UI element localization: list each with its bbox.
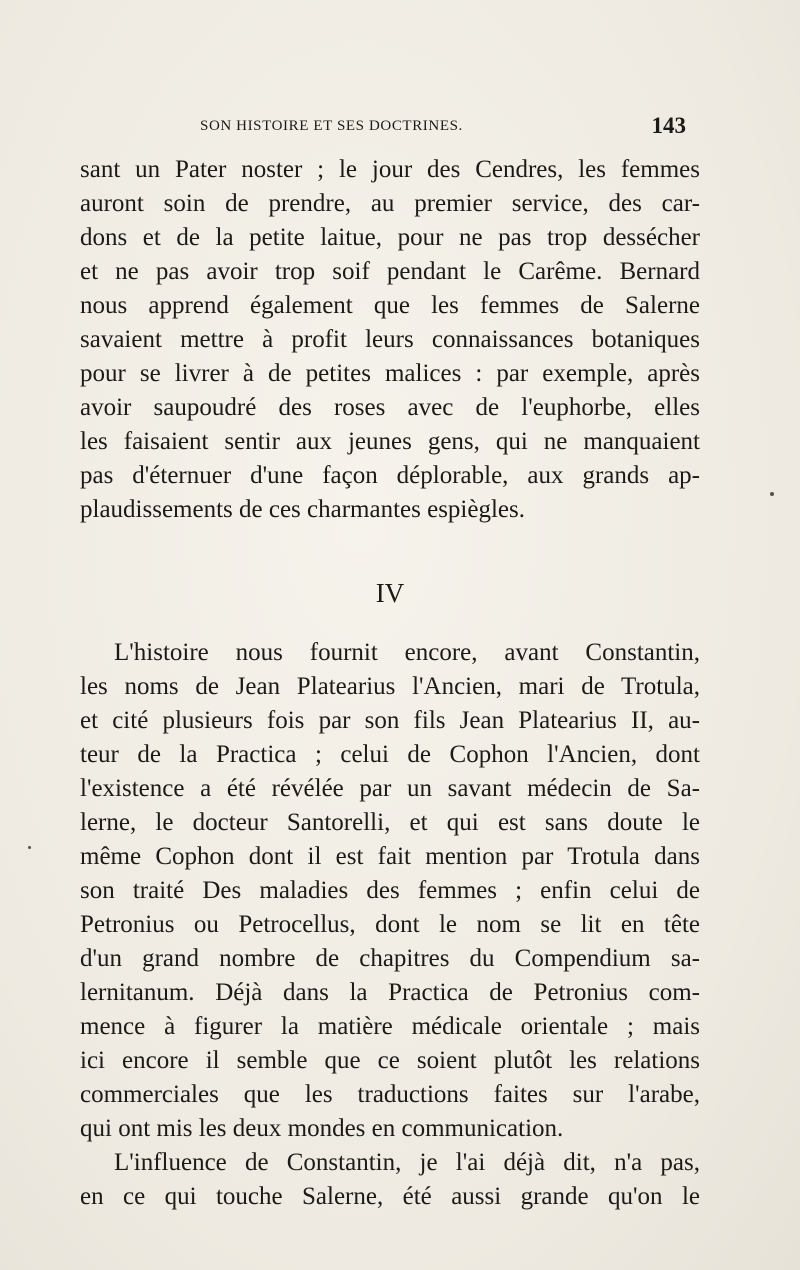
text-line: même Cophon dont il est fait mention par Trotula dans [80, 843, 700, 870]
ink-speck [28, 846, 31, 849]
text-line: et ne pas avoir trop soif pendant le Carême. Bernard [80, 258, 700, 285]
text-line: qui ont mis les deux mondes en communication. [80, 1115, 564, 1142]
text-line: auront soin de prendre, au premier service, des car- [80, 190, 700, 217]
paragraph-1 [80, 153, 700, 527]
text-line: nous apprend également que les femmes de Salerne [80, 292, 700, 319]
text-line: L'histoire nous fournit encore, avant Constantin, [114, 639, 700, 666]
text-line: sant un Pater noster ; le jour des Cendres, les femmes [80, 156, 700, 183]
text-line: avoir saupoudré des roses avec de l'euphorbe, elles [80, 394, 700, 421]
section-number: IV [375, 578, 405, 608]
text-line: l'existence a été révélée par un savant médecin de Sa- [80, 775, 700, 802]
text-line: et cité plusieurs fois par son fils Jean Platearius II, au- [80, 707, 700, 734]
paragraph-2 [80, 636, 700, 1214]
text-line: les faisaient sentir aux jeunes gens, qui ne manquaient [80, 428, 700, 455]
text-line: ici encore il semble que ce soient plutôt les relations [80, 1047, 700, 1074]
ink-speck [770, 492, 774, 496]
text-line: son traité Des maladies des femmes ; enfin celui de [80, 877, 700, 904]
text-line: teur de la Practica ; celui de Cophon l'Ancien, dont [80, 741, 700, 768]
page-number: 143 [651, 113, 686, 138]
text-line: dons et de la petite laitue, pour ne pas trop dessécher [80, 224, 700, 251]
text-line: lernitanum. Déjà dans la Practica de Petronius com- [80, 979, 700, 1006]
text-line: plaudissements de ces charmantes espiègles. [80, 496, 525, 523]
text-line: pour se livrer à de petites malices : par exemple, après [80, 360, 700, 387]
text-line: pas d'éternuer d'une façon déplorable, aux grands ap- [80, 462, 700, 489]
text-line: lerne, le docteur Santorelli, et qui est sans doute le [80, 809, 700, 836]
text-line: commerciales que les traductions faites sur l'arabe, [80, 1081, 700, 1108]
text-line: L'influence de Constantin, je l'ai déjà dit, n'a pas, [114, 1149, 700, 1176]
text-line: mence à figurer la matière médicale orientale ; mais [80, 1013, 700, 1040]
text-line: les noms de Jean Platearius l'Ancien, mari de Trotula, [80, 673, 700, 700]
running-head: SON HISTOIRE ET SES DOCTRINES. [200, 118, 463, 134]
text-line: savaient mettre à profit leurs connaissances botaniques [80, 326, 700, 353]
text-line: en ce qui touche Salerne, été aussi grande qu'on le [80, 1183, 700, 1210]
page-header [200, 113, 686, 144]
text-line: Petronius ou Petrocellus, dont le nom se lit en tête [80, 911, 700, 938]
text-line: d'un grand nombre de chapitres du Compendium sa- [80, 945, 700, 972]
